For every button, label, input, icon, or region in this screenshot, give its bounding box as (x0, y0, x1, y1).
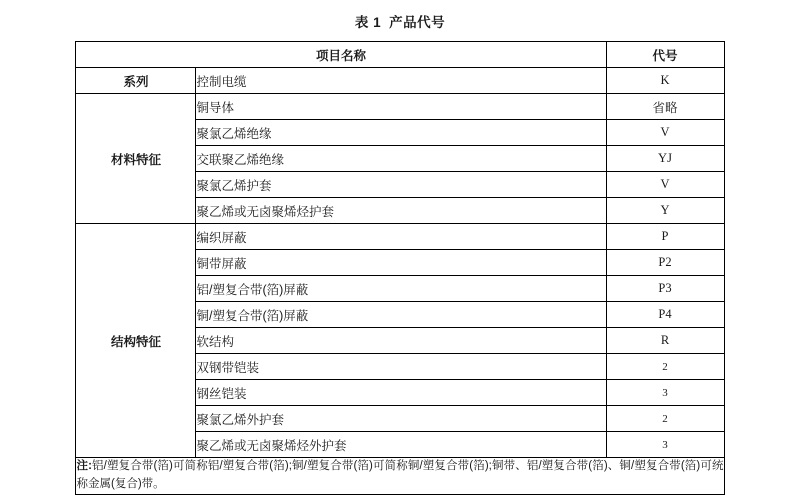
item-name: 聚乙烯或无卤聚烯烃护套 (196, 198, 606, 224)
item-code: 省略 (606, 94, 724, 120)
product-code-table (75, 41, 724, 495)
item-code: P3 (606, 276, 724, 302)
note-label: 注: (76, 460, 92, 472)
item-code: YJ (606, 146, 724, 172)
header-code: 代号 (606, 42, 724, 68)
table-note (76, 458, 724, 495)
table-note-row (76, 458, 724, 495)
table-row (76, 94, 724, 120)
table-row (76, 68, 724, 94)
group-label-material: 材料特征 (76, 94, 196, 224)
item-code: V (606, 120, 724, 146)
table-header-row (76, 42, 724, 68)
item-code: P4 (606, 302, 724, 328)
note-body: 铝/塑复合带(箔)可简称铝/塑复合带(箔);铜/塑复合带(箔)可简称铜/塑复合带(箔);铜带、铝/塑复合带(箔)、铜/塑复合带(箔)可统称金属(复合)带。 (76, 460, 724, 490)
item-name: 聚乙烯或无卤聚烯烃外护套 (196, 432, 606, 458)
item-name: 铜/塑复合带(箔)屏蔽 (196, 302, 606, 328)
table-title (0, 0, 800, 41)
item-code: 2 (606, 354, 724, 380)
item-name: 编织屏蔽 (196, 224, 606, 250)
item-code: R (606, 328, 724, 354)
table-row (76, 224, 724, 250)
item-code: Y (606, 198, 724, 224)
table-number: 表 1 (354, 15, 382, 30)
item-name: 交联聚乙烯绝缘 (196, 146, 606, 172)
item-name: 软结构 (196, 328, 606, 354)
item-code: P (606, 224, 724, 250)
item-code: P2 (606, 250, 724, 276)
item-code: V (606, 172, 724, 198)
item-code: 2 (606, 406, 724, 432)
item-name: 控制电缆 (196, 68, 606, 94)
item-name: 聚氯乙烯绝缘 (196, 120, 606, 146)
item-name: 铜导体 (196, 94, 606, 120)
item-name: 聚氯乙烯护套 (196, 172, 606, 198)
item-name: 铝/塑复合带(箔)屏蔽 (196, 276, 606, 302)
item-code: 3 (606, 380, 724, 406)
table-caption: 产品代号 (389, 15, 446, 30)
item-code: K (606, 68, 724, 94)
item-name: 铜带屏蔽 (196, 250, 606, 276)
header-item-name: 项目名称 (76, 42, 606, 68)
item-name: 聚氯乙烯外护套 (196, 406, 606, 432)
group-label-structure: 结构特征 (76, 224, 196, 458)
group-label-series: 系列 (76, 68, 196, 94)
item-name: 双钢带铠装 (196, 354, 606, 380)
item-name: 钢丝铠装 (196, 380, 606, 406)
item-code: 3 (606, 432, 724, 458)
